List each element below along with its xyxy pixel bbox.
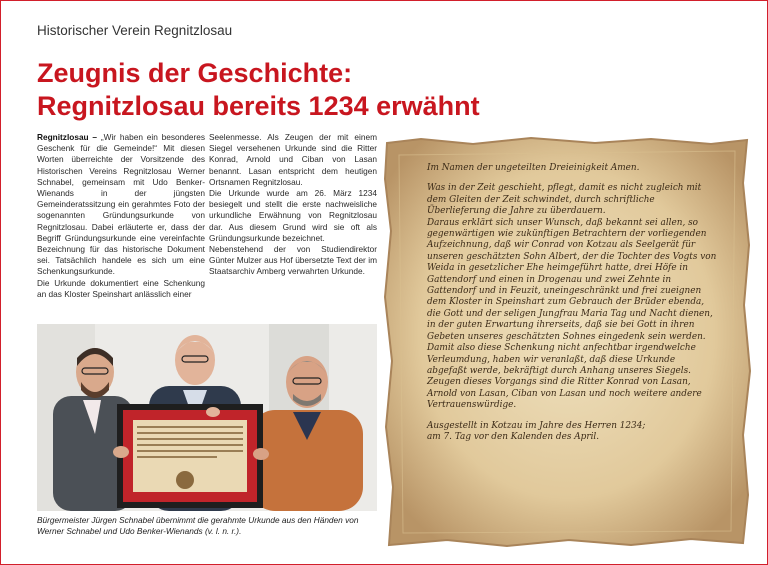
parchment-paragraph: Was in der Zeit geschieht, pflegt, damit es nicht zugleich mit dem Gleiten der Zeit schwindet, durch schriftliche Überlieferung die Jahre zu überdauern. [427,183,702,217]
article-paragraph: Nebenstehend der von Studiendirektor Günter Mulzer aus Hof übersetzte Text der im Staatsarchiv Amberg verwahrten Urkunde. [209,244,377,277]
article-paragraph: Die Urkunde dokumentiert eine Schenkung an das Kloster Speinshart anlässlich einer [37,277,205,299]
parchment-closing-line: Ausgestellt in Kotzau im Jahre des Herren 1234; [427,420,646,431]
parchment-intro: Im Namen der ungeteilten Dreieinigkeit Amen. [427,163,640,173]
photo-illustration [37,324,377,511]
headline-line-1: Zeugnis der Geschichte: [37,58,353,88]
parchment-translation [381,135,753,549]
photo [37,324,377,511]
article-column-2 [209,132,377,278]
framed-certificate [117,404,263,508]
article-dateline: Regnitzlosau – [37,132,98,142]
headline-line-2: Regnitzlosau bereits 1234 erwähnt [37,91,480,121]
article-column-1 [37,132,205,300]
headline [37,57,480,123]
article-paragraph [37,132,205,278]
photo-caption: Bürgermeister Jürgen Schnabel übernimmt die gerahmte Urkunde aus den Händen von Werner Schnabel und Udo Benker-Wienands (v. l. n. r.). [37,515,359,536]
parchment-paragraph: Damit also diese Schenkung nicht anfechtbar irgendwelche Verleumdung, haben wir veranlaßt, daß diese Urkunde abgefaßt werde, bekräftigt durch Anhang unseres Siegels. Zeugen dieses Vorgangs sind die Ritter Konrad von Lasan, Arnold von Lasan, Ciban von Lasan und noch weitere andere Vertrauenswürdige. [427,343,702,411]
article-paragraph: Seelenmesse. Als Zeugen der mit einem Siegel versehenen Urkunde sind die Ritter Konrad, Arnold und Ciban von Lasan benannt. Lasan entspricht dem heutigen Ortsnamen Regnitzlosau. [209,132,377,187]
parchment-closing-line: am 7. Tag vor den Kalenden des April. [427,431,600,442]
article-text: „Wir haben ein besonderes Geschenk für die Gemeinde!“ Mit diesen Worten überreichte der Vorsitzende des Historischen Vereins Regnitzlosau Werner Schnabel, gemeinsam mit Udo Benker-Wienands in der jüngsten Gemeinderatssitzung ein gerahmtes Foto der sogenannten Gründungsurkunde von Regnitzlosau. Dabei erläuterte er, dass der Begriff Gründungsurkunde eine vereinfachte Bezeichnung für das historische Dokument sei. Tatsächlich handele es sich um eine Schenkungsurkunde. [37,132,205,277]
parchment-text [427,163,717,443]
section-kicker: Historischer Verein Regnitzlosau [37,23,233,38]
parchment-paragraph: Daraus erklärt sich unser Wunsch, daß bekannt sei allen, so gegenwärtigen wie zukünftigen Betrachtern der vorliegenden Aufzeichnung, daß wir Conrad von Kotzau als Seelgerät für unseren geschätzten Sohn Albert, der die Tochter des Vogts von Weida in gesetzlicher Ehe heimgeführt hatte, drei Höfe in Gattendorf und einen in Drogenau und zwei Zehnte in Gattendorf und in Feuzit, uneingeschränkt und frei zueignen dem Kloster in Speinshart zum Gebrauch der Brüder ebenda, die Gott und der seligen Jungfrau Maria Tag und Nacht dienen, in der guten Erwartung ihrerseits, daß sie bei Gott in ihren Gebeten unseres geschätzten Sohnes eingedenk sein werden. [427,217,717,342]
article-paragraph: Die Urkunde wurde am 26. März 1234 besiegelt und stellt die erste nachweisliche urkundliche Erwähnung von Regnitzlosau dar. Aus diesem Grund wird sie oft als Gründungsurkunde bezeichnet. [209,188,377,243]
